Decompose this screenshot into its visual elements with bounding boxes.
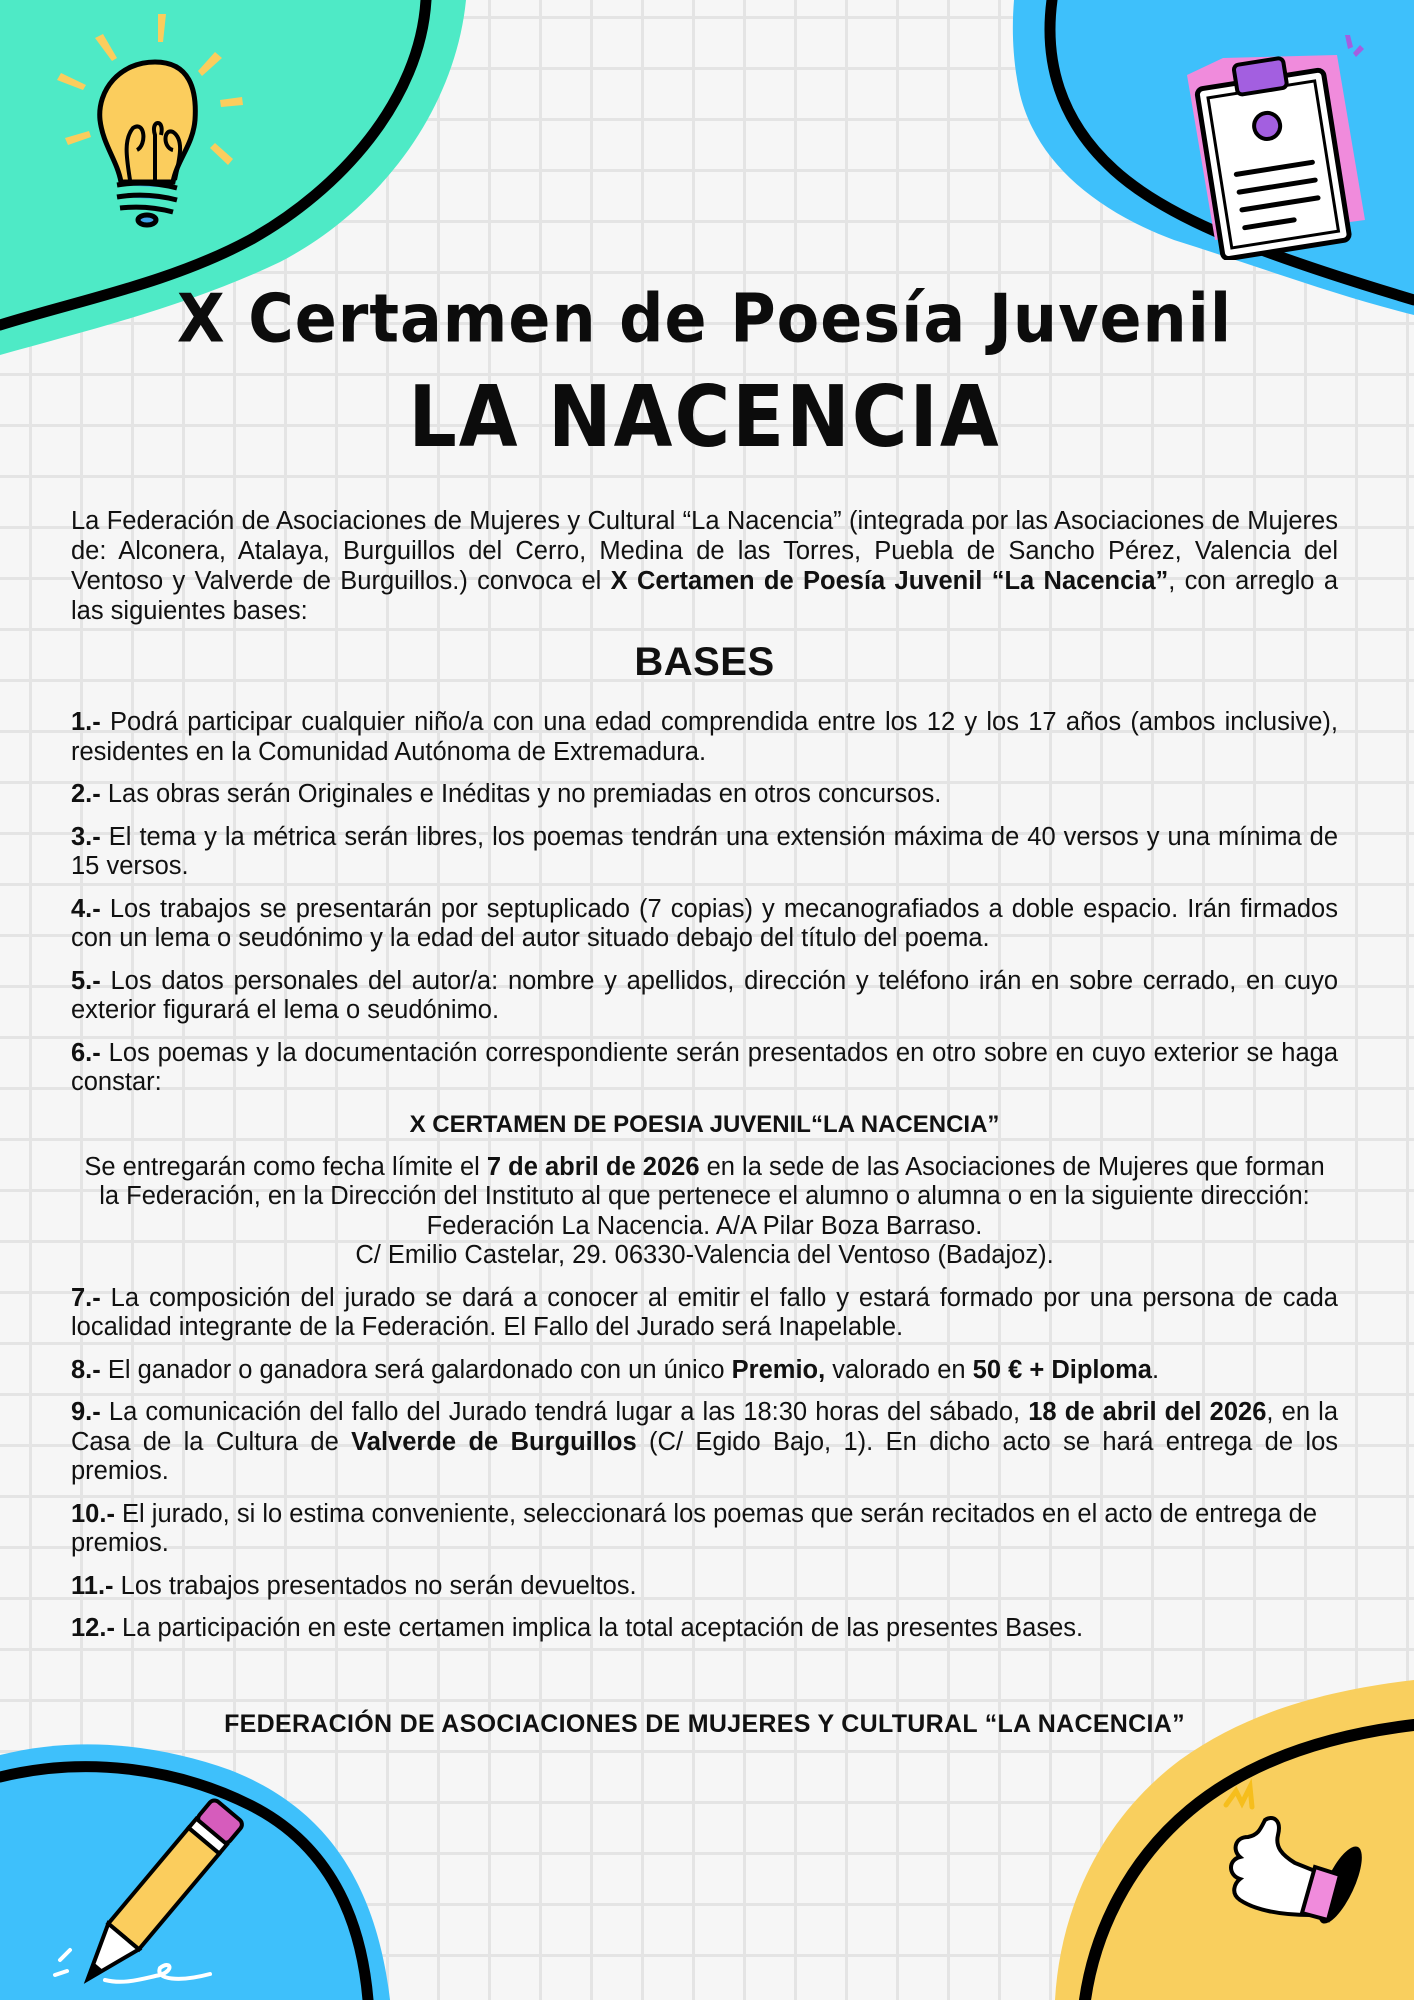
rule-number: 12.-: [71, 1614, 115, 1642]
contest-name: X Certamen de Poesía Juvenil “La Nacencia”: [610, 567, 1169, 595]
rule-number: 5.-: [71, 966, 101, 995]
rule-text: .: [1151, 1355, 1160, 1384]
deadline-text-end: en la sede de las Asociaciones de Mujeres que forman la Federación, en la Dirección del Instituto al que pertenece el alumno o alumna o en la siguiente dirección:: [99, 1152, 1325, 1210]
address-line-1: Federación La Nacencia. A/A Pilar Boza Barraso.: [426, 1211, 983, 1240]
rule-text: Los trabajos presentados no serán devueltos.: [113, 1571, 637, 1600]
rule-number: 1.-: [71, 708, 101, 736]
rules-list: [71, 708, 1338, 1657]
title-line-1: X Certamen de Poesía Juvenil: [176, 279, 1233, 358]
deadline-text: Se entregarán como fecha límite el: [84, 1152, 487, 1181]
intro-text: La Federación de Asociaciones de Mujeres y Cultural “La Nacencia” (integrada por las Asociaciones de Mujeres de: Alconera, Atalaya, Burguillos del Cerro, Medina de las Torres, Puebla de Sancho Pérez, Valencia del Ventoso y Valverde de Burguillos.) convoca el: [71, 507, 1338, 595]
bases-heading: BASES: [634, 640, 775, 684]
rule-number: 3.-: [71, 822, 101, 851]
federation-signature: FEDERACIÓN DE ASOCIACIONES DE MUJERES Y CULTURAL “LA NACENCIA”: [224, 1710, 1185, 1738]
rule-text: Los datos personales del autor/a: nombre y apellidos, dirección y teléfono irán en sobre cerrado, en cuyo exterior figurará el lema o seudónimo.: [71, 966, 1338, 1024]
rule-item: [71, 823, 1338, 882]
rule-text: , en la Casa de la Cultura de: [71, 1398, 1339, 1456]
rule-text: La comunicación del fallo del Jurado tendrá lugar a las 18:30 horas del sábado,: [100, 1398, 1029, 1426]
rule-number: 2.-: [71, 780, 101, 808]
rule-text: Podrá participar cualquier niño/a con una edad comprendida entre los 12 y los 17 años (ambos inclusive), residentes en la Comunidad Autónoma de Extremadura.: [71, 708, 1338, 766]
rule-number: 10.-: [71, 1499, 115, 1528]
intro-paragraph: [71, 506, 1338, 626]
thumbs-up-icon: [1210, 1775, 1370, 1945]
prize-label: Premio,: [731, 1355, 826, 1384]
rule-item: [71, 708, 1338, 767]
rule-text: El jurado, si lo estima conveniente, seleccionará los poemas que serán recitados en el acto de entrega de premios.: [71, 1499, 1318, 1557]
rule-text: Los poemas y la documentación correspondiente serán presentados en otro sobre en cuyo exterior se haga constar:: [71, 1038, 1338, 1096]
rule-text: Los trabajos se presentarán por septuplicado (7 copias) y mecanografiados a doble espacio. Irán firmados con un lema o seudónimo y la edad del autor situado debajo del título del poema.: [71, 894, 1338, 952]
rule-item: [71, 1500, 1338, 1559]
delivery-info: [71, 1153, 1338, 1271]
rule-item: [71, 1039, 1338, 1098]
rule-item: [71, 1614, 1338, 1644]
rule-text: El ganador o ganadora será galardonado con un único: [100, 1355, 732, 1384]
rule-item: [71, 967, 1338, 1026]
rule-text: Las obras serán Originales e Inéditas y no premiadas en otros concursos.: [100, 780, 942, 808]
pencil-icon: [50, 1790, 250, 2000]
rule-number: 11.-: [71, 1571, 114, 1600]
address-line-2: C/ Emilio Castelar, 29. 06330-Valencia del Ventoso (Badajoz).: [355, 1241, 1054, 1269]
rule-number: 8.-: [71, 1355, 101, 1384]
title-line-2: LA NACENCIA: [408, 366, 1001, 467]
rule-text: La composición del jurado se dará a conocer al emitir el fallo y estará formado por una persona de cada localidad integrante de la Federación. El Fallo del Jurado será Inapelable.: [71, 1283, 1338, 1341]
rule-item: [71, 1356, 1338, 1386]
rule-number: 4.-: [71, 894, 101, 923]
ceremony-date: 18 de abril del 2026: [1028, 1398, 1267, 1426]
rule-number: 6.-: [71, 1038, 101, 1067]
rule-text: El tema y la métrica serán libres, los poemas tendrán una extensión máxima de 40 versos y una mínima de 15 versos.: [71, 822, 1338, 880]
rule-number: 7.-: [71, 1283, 101, 1312]
deadline-date: 7 de abril de 2026: [486, 1152, 700, 1181]
ceremony-place: Valverde de Burguillos: [351, 1427, 637, 1456]
intro-text-end: , con arreglo a las siguientes bases:: [71, 567, 1338, 625]
rule-item: [71, 780, 1338, 810]
rule-item: [71, 1284, 1338, 1343]
rule-text: valorado en: [825, 1355, 973, 1384]
rule-item: [71, 1572, 1338, 1602]
rule-text: La participación en este certamen implica la total aceptación de las presentes Bases.: [114, 1614, 1084, 1642]
rule-number: 9.-: [71, 1398, 101, 1426]
rule-text: (C/ Egido Bajo, 1). En dicho acto se hará entrega de los premios.: [71, 1427, 1338, 1485]
rule-item: [71, 1398, 1338, 1487]
prize-value: 50 € + Diploma: [972, 1355, 1152, 1384]
envelope-heading: X CERTAMEN DE POESIA JUVENIL“LA NACENCIA”: [409, 1110, 1000, 1138]
clipboard-icon: [1175, 30, 1375, 260]
lightbulb-icon: [55, 10, 255, 230]
rule-item: [71, 895, 1338, 954]
